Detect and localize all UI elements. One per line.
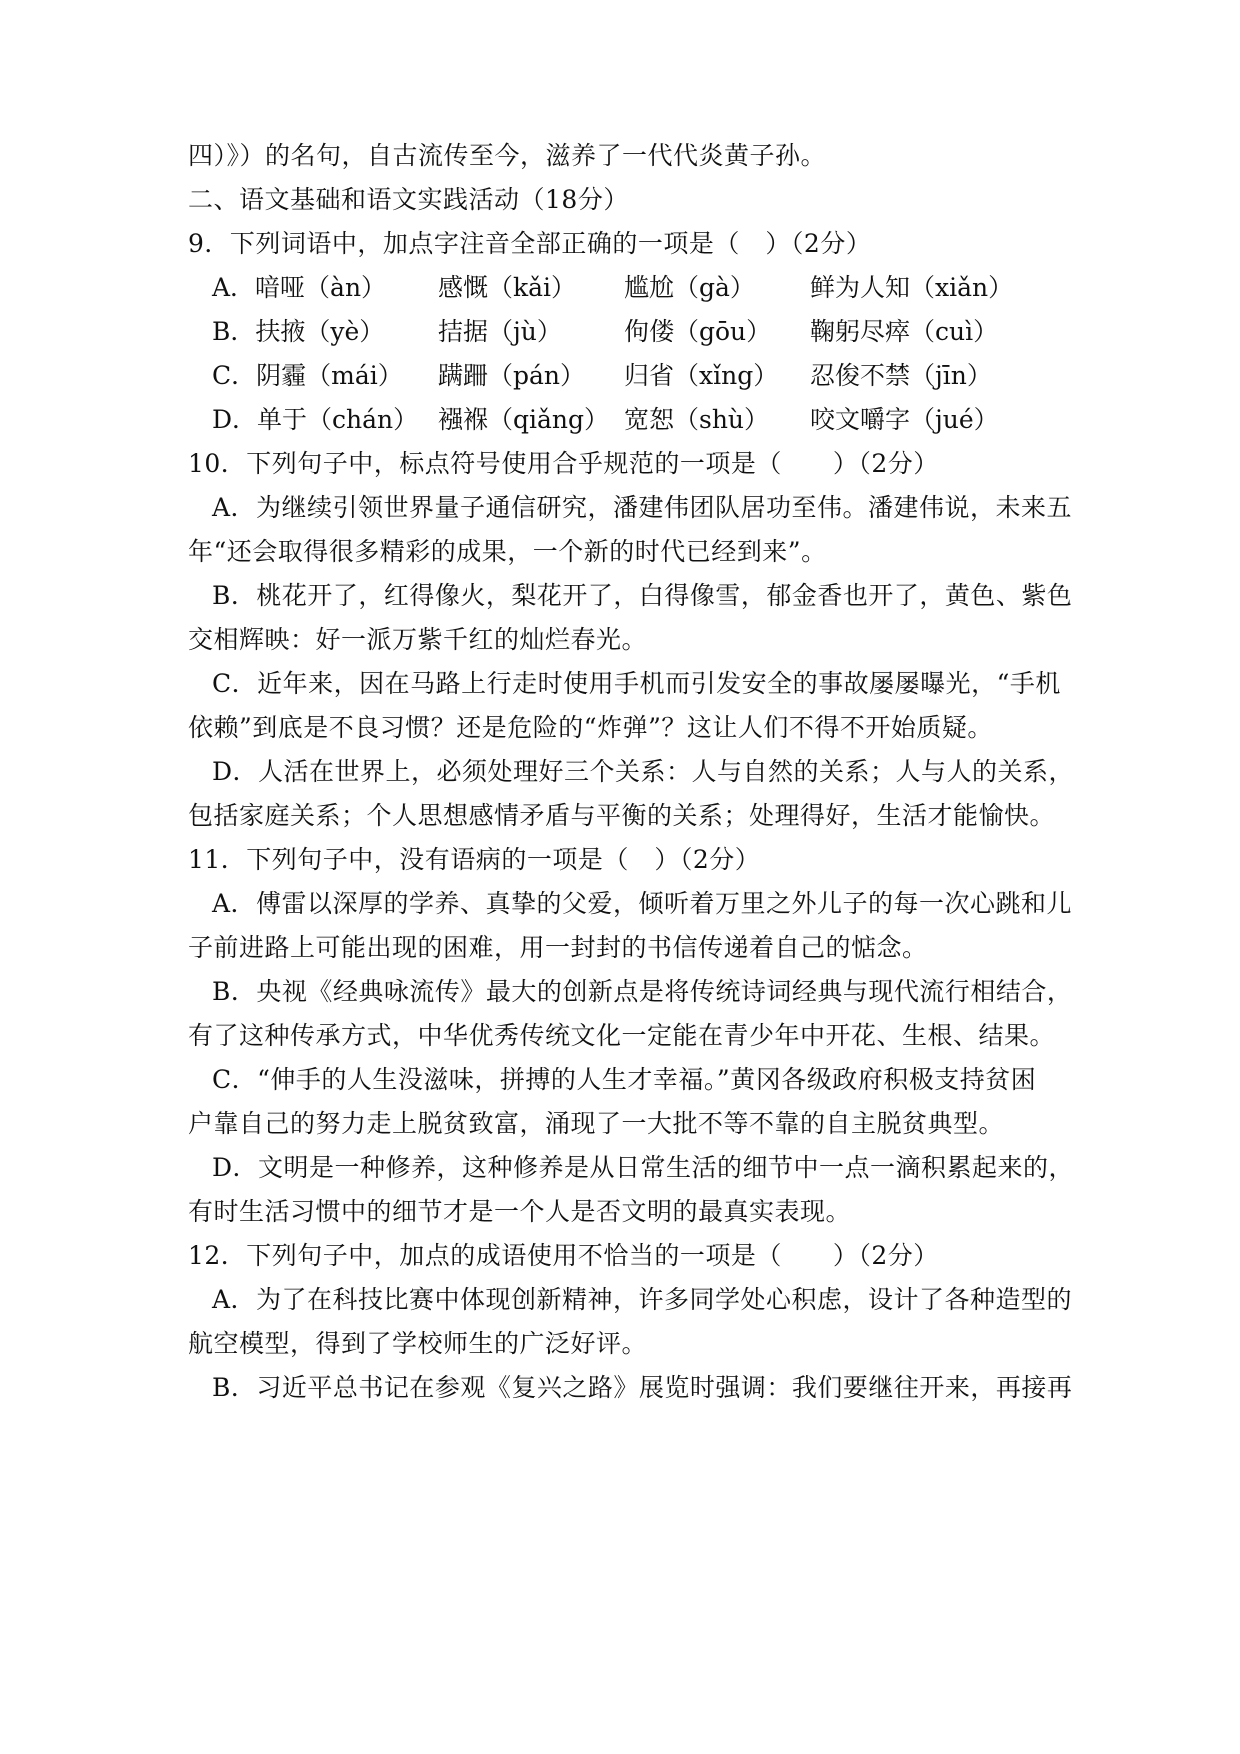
q9-option-cell: 宽恕（shù） xyxy=(624,405,770,434)
q10-option-b: B．桃花开了，红得像火，梨花开了，白得像雪，郁金香也开了，黄色、紫色 xyxy=(212,581,1073,610)
text-line: 依赖”到底是不良习惯？还是危险的“炸弹”？这让人们不得不开始质疑。 xyxy=(188,713,993,742)
q9-option-cell: 咬文嚼字（jué） xyxy=(810,405,999,434)
q10-option-d: D．人活在世界上，必须处理好三个关系：人与自然的关系；人与人的关系， xyxy=(212,757,1075,786)
q9-option-cell: 忍俊不禁（jīn） xyxy=(810,361,992,390)
text-line: 四）》）的名句，自古流传至今，滋养了一代代炎黄子孙。 xyxy=(188,141,827,170)
text-line: 年“还会取得很多精彩的成果，一个新的时代已经到来”。 xyxy=(188,537,827,566)
q10-option-a: A．为继续引领世界量子通信研究，潘建伟团队居功至伟。潘建伟说，未来五 xyxy=(212,493,1073,522)
text-line: 包括家庭关系；个人思想感情矛盾与平衡的关系；处理得好，生活才能愉快。 xyxy=(188,801,1056,830)
section-heading: 二、语文基础和语文实践活动（18分） xyxy=(188,185,629,214)
q12-option-b: B．习近平总书记在参观《复兴之路》展览时强调：我们要继往开来，再接再 xyxy=(212,1373,1073,1402)
q9-option-cell: 襁褓（qiǎng） xyxy=(438,405,610,434)
q9-option-cell: 鞠躬尽瘁（cuì） xyxy=(810,317,999,346)
text-line: 有了这种传承方式，中华优秀传统文化一定能在青少年中开花、生根、结果。 xyxy=(188,1021,1056,1050)
q9-option-cell: A．喑哑（àn） xyxy=(212,273,387,302)
question-10-stem: 10．下列句子中，标点符号使用合乎规范的一项是（ ）（2分） xyxy=(188,449,939,478)
text-line: 户靠自己的努力走上脱贫致富，涌现了一大批不等不靠的自主脱贫典型。 xyxy=(188,1109,1005,1138)
text-line: 子前进路上可能出现的困难，用一封封的书信传递着自己的惦念。 xyxy=(188,933,928,962)
q11-option-b: B．央视《经典咏流传》最大的创新点是将传统诗词经典与现代流行相结合， xyxy=(212,977,1073,1006)
question-12-stem: 12．下列句子中，加点的成语使用不恰当的一项是（ ）（2分） xyxy=(188,1241,939,1270)
q9-option-cell: 鲜为人知（xiǎn） xyxy=(810,273,1014,302)
q9-option-cell: B．扶掖（yè） xyxy=(212,317,385,346)
question-9-stem: 9．下列词语中，加点字注音全部正确的一项是（ ）（2分） xyxy=(188,229,872,258)
q11-option-a: A．傅雷以深厚的学养、真挚的父爱，倾听着万里之外儿子的每一次心跳和儿 xyxy=(212,889,1073,918)
q11-option-d: D．文明是一种修养，这种修养是从日常生活的细节中一点一滴积累起来的， xyxy=(212,1153,1075,1182)
q9-option-cell: C．阴霾（mái） xyxy=(212,361,403,390)
text-line: 有时生活习惯中的细节才是一个人是否文明的最真实表现。 xyxy=(188,1197,852,1226)
q11-option-c: C．“伸手的人生没滋味，拼搏的人生才幸福。”黄冈各级政府积极支持贫困 xyxy=(212,1065,1037,1094)
text-line: 航空模型，得到了学校师生的广泛好评。 xyxy=(188,1329,648,1358)
q9-option-cell: 感慨（kǎi） xyxy=(438,273,577,302)
q10-option-c: C．近年来，因在马路上行走时使用手机而引发安全的事故屡屡曝光，“手机 xyxy=(212,669,1061,698)
q9-option-cell: D．单于（chán） xyxy=(212,405,419,434)
q9-option-cell: 佝偻（gōu） xyxy=(624,317,772,346)
q9-option-cell: 蹒跚（pán） xyxy=(438,361,586,390)
q9-option-cell: 归省（xǐng） xyxy=(624,361,779,390)
q9-option-cell: 尴尬（gà） xyxy=(624,273,755,302)
question-11-stem: 11．下列句子中，没有语病的一项是（ ）（2分） xyxy=(188,845,761,874)
q9-option-cell: 拮据（jù） xyxy=(438,317,562,346)
q12-option-a: A．为了在科技比赛中体现创新精神，许多同学处心积虑，设计了各种造型的 xyxy=(212,1285,1073,1314)
text-line: 交相辉映：好一派万紫千红的灿烂春光。 xyxy=(188,625,648,654)
